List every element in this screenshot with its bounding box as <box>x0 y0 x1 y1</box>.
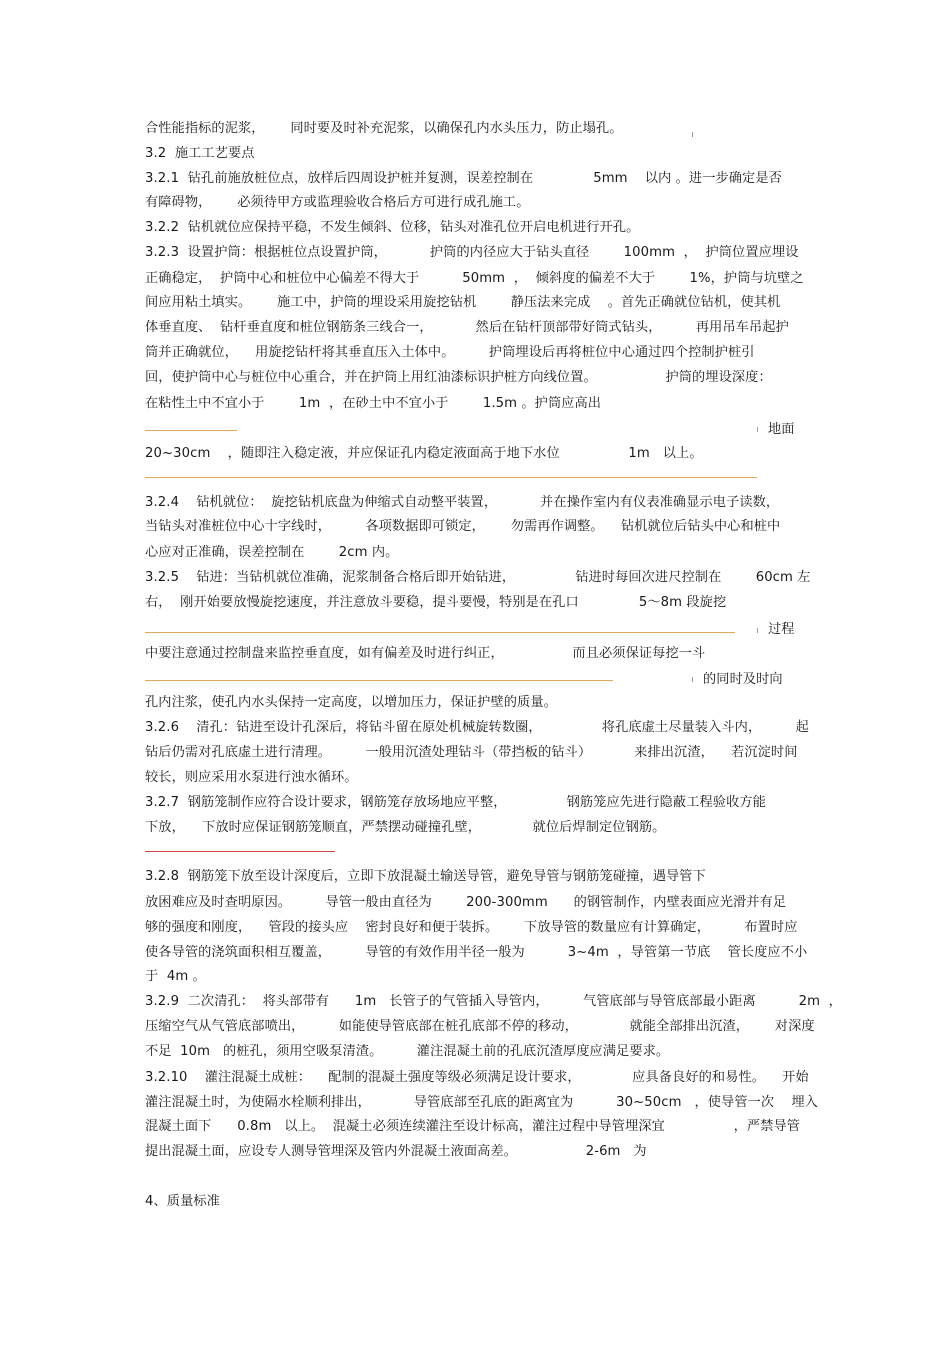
text-line: 钻后仍需对孔底虚土进行清理。 一般用沉渣处理钻斗（带挡板的钻斗） 来排出沉渣， 若沉淀时间 <box>145 745 798 760</box>
text-line: 右， 刚开始要放慢旋挖速度，并注意放斗要稳，提斗要慢，特别是在孔口 5～8m 段旋挖 <box>145 595 727 610</box>
red-rule <box>145 851 335 852</box>
text-line: 灌注混凝土时，为使隔水栓顺利排出， 导管底部至孔底的距离宜为 30~50cm ，使导管一次 埋入 <box>145 1095 818 1110</box>
text-line: 提出混凝土面，应设专人测导管埋深及管内外混凝土液面高差。 2-6m 为 <box>145 1144 647 1159</box>
section-heading: 4、质量标准 <box>145 1194 220 1209</box>
orange-rule <box>145 680 613 681</box>
text-line: 3.2.6 清孔：钻进至设计孔深后，将钻斗留在原处机械旋转数圈， 将孔底虚土尽量装入斗内， 起 <box>145 720 809 735</box>
text-line: 中要注意通过控制盘来监控垂直度，如有偏差及时进行纠正， 而且必须保证每挖一斗 <box>145 646 706 661</box>
text-line: 放困难应及时查明原因。 导管一般由直径为 200-300mm 的钢管制作，内壁表面应光滑并有足 <box>145 895 787 910</box>
text-line: 地面 <box>768 422 795 437</box>
scan-mark <box>757 628 758 633</box>
text-line: 合性能指标的泥浆， 同时要及时补充泥浆，以确保孔内水头压力，防止塌孔。 <box>145 121 623 136</box>
text-line: 正确稳定， 护筒中心和桩位中心偏差不得大于 50mm ， 倾斜度的偏差不大于 1%，护筒与坑壁之 <box>145 271 804 286</box>
text-line: 混凝土面下 0.8m 以上。 混凝土必须连续灌注至设计标高，灌注过程中导管埋深宜 ，严禁导管 <box>145 1119 801 1134</box>
text-line: 够的强度和刚度， 管段的接头应 密封良好和便于装拆。 下放导管的数量应有计算确定， 布置时应 <box>145 920 798 935</box>
text-line: 不足 10m 的桩孔，须用空吸泵清渣。 灌注混凝土前的孔底沉渣厚度应满足要求。 <box>145 1044 670 1059</box>
text-line: 筒并正确就位， 用旋挖钻杆将其垂直压入土体中。 护筒埋设后再将桩位中心通过四个控制护桩引 <box>145 345 755 360</box>
text-line: 有障碍物， 必须待甲方或监理验收合格后方可进行成孔施工。 <box>145 195 530 210</box>
text-line: 使各导管的浇筑面积相互覆盖， 导管的有效作用半径一般为 3~4m ，导管第一节底 管长度应不小 <box>145 945 808 960</box>
scan-mark <box>757 427 758 432</box>
text-line: 3.2.9 二次清孔： 将头部带有 1m 长管子的气管插入导管内， 气管底部与导管底部最小距离 2m ， <box>145 994 842 1009</box>
text-line: 压缩空气从气管底部喷出， 如能使导管底部在桩孔底部不停的移动， 就能全部排出沉渣， 对深度 <box>145 1019 815 1034</box>
text-line: 间应用粘土填实。 施工中，护筒的埋设采用旋挖钻机 静压法来完成 。首先正确就位钻机，使其机 <box>145 295 781 310</box>
text-line: 3.2.1 钻孔前施放桩位点，放样后四周设护桩并复测，误差控制在 5mm 以内 。进一步确定是否 <box>145 171 782 186</box>
scan-mark <box>692 132 693 137</box>
text-line: 回，使护筒中心与桩位中心重合，并在护筒上用红油漆标识护桩方向线位置。 护筒的埋设深度： <box>145 370 772 385</box>
text-line: 当钻头对准桩位中心十字线时， 各项数据即可锁定， 勿需再作调整。 钻机就位后钻头中心和桩中 <box>145 519 781 534</box>
text-line: 3.2.5 钻进：当钻机就位准确，泥浆制备合格后即开始钻进， 钻进时每回次进尺控制在 60cm 左 <box>145 570 811 585</box>
section-heading: 3.2 施工工艺要点 <box>145 146 255 161</box>
text-line: 过程 <box>768 622 795 637</box>
text-line: 3.2.8 钢筋笼下放至设计深度后，立即下放混凝土输送导管，避免导管与钢筋笼碰撞，遇导管下 <box>145 869 706 884</box>
text-line: 较长，则应采用水泵进行浊水循环。 <box>145 770 358 785</box>
scan-mark <box>692 677 693 682</box>
text-line: 于 4m 。 <box>145 969 206 984</box>
text-line: 3.2.4 钻机就位： 旋挖钻机底盘为伸缩式自动整平装置， 并在操作室内有仪表准确显示电子读数， <box>145 495 780 510</box>
text-line: 心应对正准确，误差控制在 2cm 内。 <box>145 545 399 560</box>
text-line: 在粘性土中不宜小于 1m ，在砂土中不宜小于 1.5m 。护筒应高出 <box>145 396 602 411</box>
text-line: 孔内注浆，使孔内水头保持一定高度，以增加压力，保证护壁的质量。 <box>145 695 557 710</box>
text-line: 下放， 下放时应保证钢筋笼顺直，严禁摆动碰撞孔壁， 就位后焊制定位钢筋。 <box>145 820 666 835</box>
text-line: 3.2.2 钻机就位应保持平稳，不发生倾斜、位移，钻头对准孔位开启电机进行开孔。 <box>145 220 640 235</box>
orange-rule <box>145 430 237 431</box>
text-line: 的同时及时向 <box>703 672 783 687</box>
orange-rule <box>145 632 735 633</box>
text-line: 体垂直度、 钻杆垂直度和桩位钢筋条三线合一， 然后在钻杆顶部带好筒式钻头， 再用吊车吊起护 <box>145 320 789 335</box>
text-line: 3.2.10 灌注混凝土成桩： 配制的混凝土强度等级必须满足设计要求， 应具备良好的和易性。 开始 <box>145 1070 809 1085</box>
text-line: 3.2.7 钢筋笼制作应符合设计要求，钢筋笼存放场地应平整， 钢筋笼应先进行隐蔽工程验收方能 <box>145 795 766 810</box>
text-line: 3.2.3 设置护筒：根据桩位点设置护筒， 护筒的内径应大于钻头直径 100mm ， 护筒位置应埋设 <box>145 245 799 260</box>
text-line: 20~30cm ，随即注入稳定液，并应保证孔内稳定液面高于地下水位 1m 以上。 <box>145 446 703 461</box>
orange-rule <box>145 477 757 478</box>
